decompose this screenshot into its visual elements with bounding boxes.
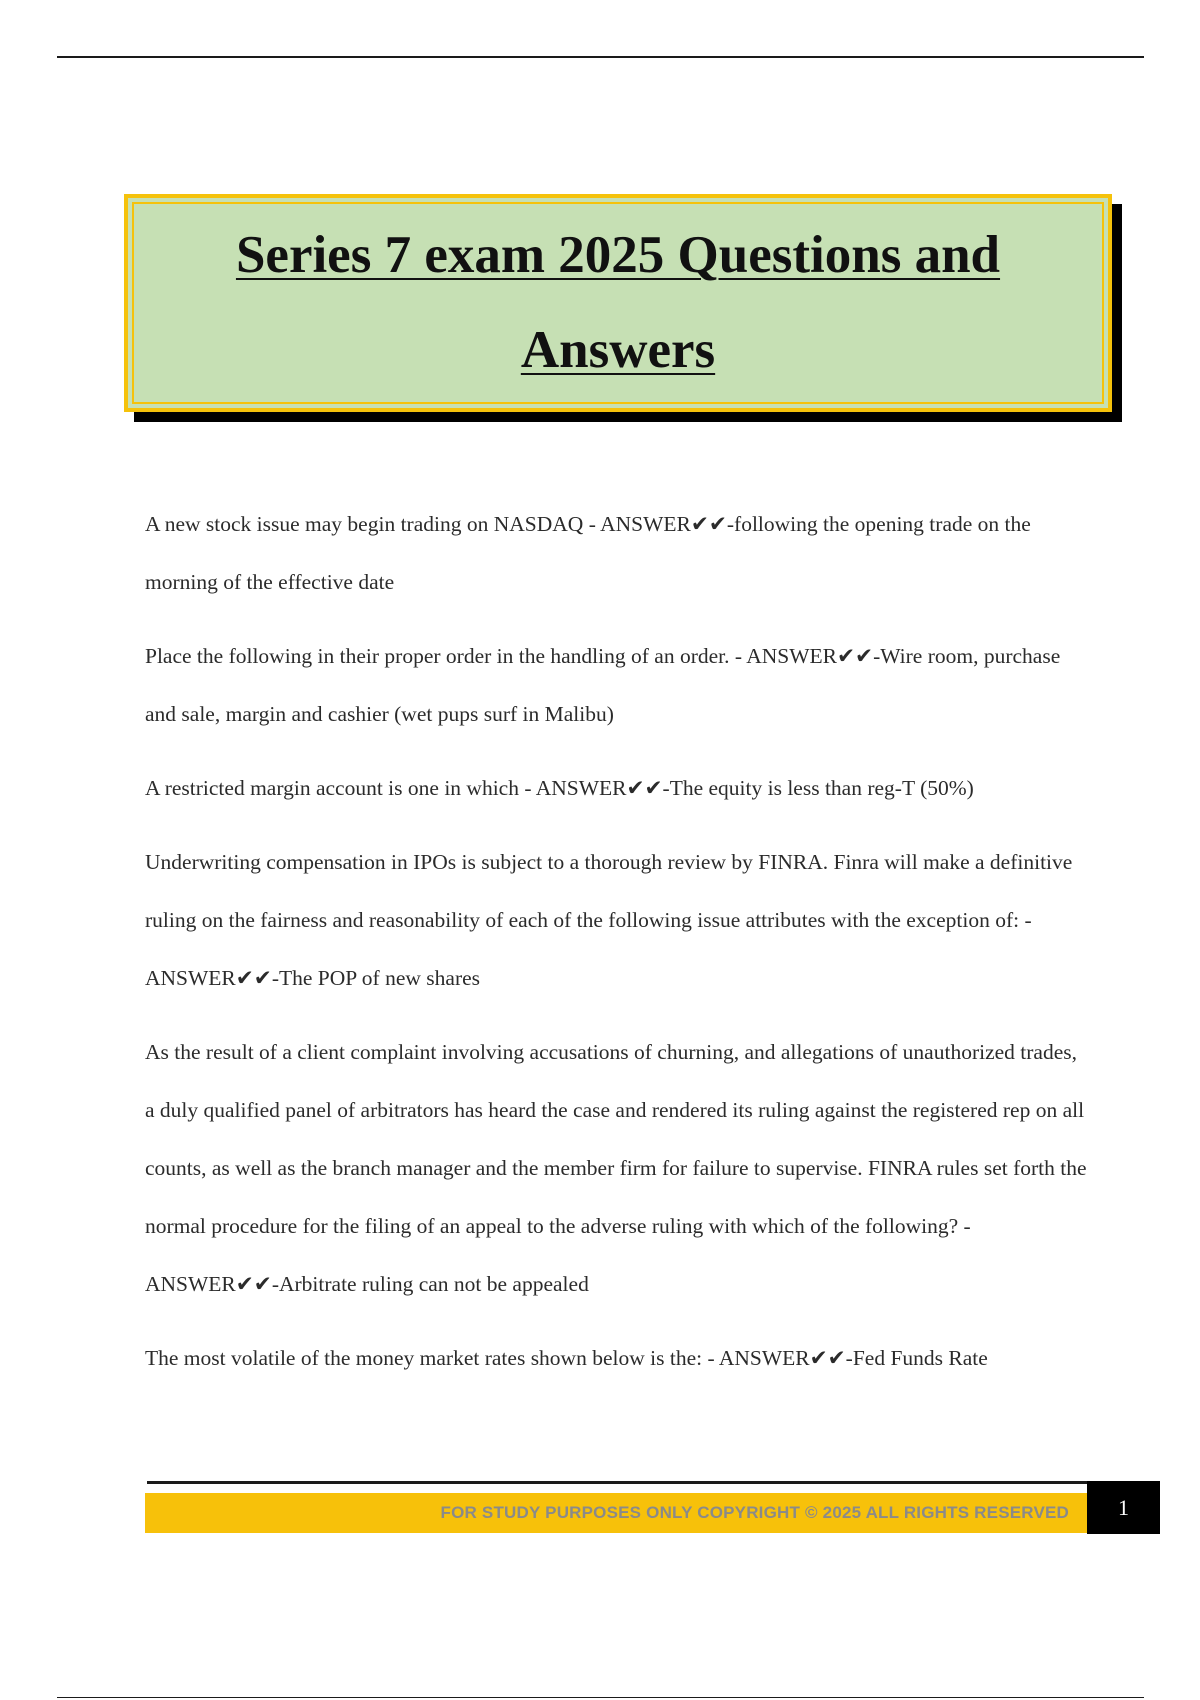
top-rule: [57, 56, 1144, 58]
document-title-line-1: Series 7 exam 2025 Questions and: [235, 226, 1001, 284]
qa-item: Place the following in their proper order in the handling of an order. - ANSWER✔✔-Wire room, purchase and sale, margin and cashier (wet pups surf in Malibu): [145, 644, 1061, 726]
footer-band: [145, 1493, 1087, 1533]
answer-text: The POP of new shares: [278, 966, 481, 990]
bottom-rule: [57, 1697, 1144, 1698]
title-box: [124, 194, 1112, 412]
qa-item: The most volatile of the money market rates shown below is the: - ANSWER✔✔-Fed Funds Rate: [145, 1346, 988, 1370]
question-text: A restricted margin account is one in which: [145, 776, 519, 800]
question-text: The most volatile of the money market rates shown below is the:: [145, 1346, 703, 1370]
question-text: As the result of a client complaint involving accusations of churning, and allegations of unauthorized trades, a duly qualified panel of arbitrators has heard the case and rendered its ruling against the registered rep on all counts, as well as the branch manager and the member firm for failure to supervise. FINRA rules set forth the normal procedure for the filing of an appeal to the adverse ruling with which of the following?: [145, 1040, 1087, 1238]
question-text: A new stock issue may begin trading on NASDAQ: [145, 512, 584, 536]
answer-marker: ANSWER✔✔: [535, 776, 663, 800]
answer-text: Arbitrate ruling can not be appealed: [278, 1272, 589, 1296]
answer-marker: ANSWER✔✔: [600, 512, 727, 536]
qa-item: Underwriting compensation in IPOs is subject to a thorough review by FINRA. Finra will make a definitive ruling on the fairness and reasonability of each of the following issue attributes with the exception of: - ANSWER✔✔-The POP of new shares: [145, 850, 1073, 990]
answer-text: Wire room, purchase and sale, margin and cashier (wet pups surf in Malibu): [145, 644, 1061, 726]
qa-item: A restricted margin account is one in which - ANSWER✔✔-The equity is less than reg-T (50%): [145, 776, 974, 800]
footer-rule: [147, 1481, 1087, 1484]
answer-marker: ANSWER✔✔: [718, 1346, 846, 1370]
copyright-notice: FOR STUDY PURPOSES ONLY COPYRIGHT © 2025 ALL RIGHTS RESERVED: [440, 1503, 1069, 1522]
answer-marker: ANSWER✔✔: [746, 644, 874, 668]
qa-list: [145, 495, 1090, 1403]
document-title-line-2: Answers: [520, 321, 716, 379]
page-number: 1: [1087, 1481, 1160, 1534]
question-text: Place the following in their proper order in the handling of an order.: [145, 644, 730, 668]
answer-text: Fed Funds Rate: [852, 1346, 988, 1370]
qa-item: A new stock issue may begin trading on NASDAQ - ANSWER✔✔-following the opening trade on the morning of the effective date: [145, 512, 1031, 594]
question-text: Underwriting compensation in IPOs is subject to a thorough review by FINRA. Finra will make a definitive ruling on the fairness and reasonability of each of the following issue attributes with the exception of:: [145, 850, 1073, 932]
answer-text: The equity is less than reg-T (50%): [669, 776, 974, 800]
qa-item: As the result of a client complaint involving accusations of churning, and allegations of unauthorized trades, a duly qualified panel of arbitrators has heard the case and rendered its ruling against the registered rep on all counts, as well as the branch manager and the member firm for failure to supervise. FINRA rules set forth the normal procedure for the filing of an appeal to the adverse ruling with which of the following? - ANSWER✔✔-Arbitrate ruling can not be appealed: [145, 1040, 1087, 1296]
answer-marker: ANSWER✔✔: [145, 966, 272, 990]
answer-text: following the opening trade on the morning of the effective date: [145, 512, 1031, 594]
answer-marker: ANSWER✔✔: [145, 1272, 272, 1296]
